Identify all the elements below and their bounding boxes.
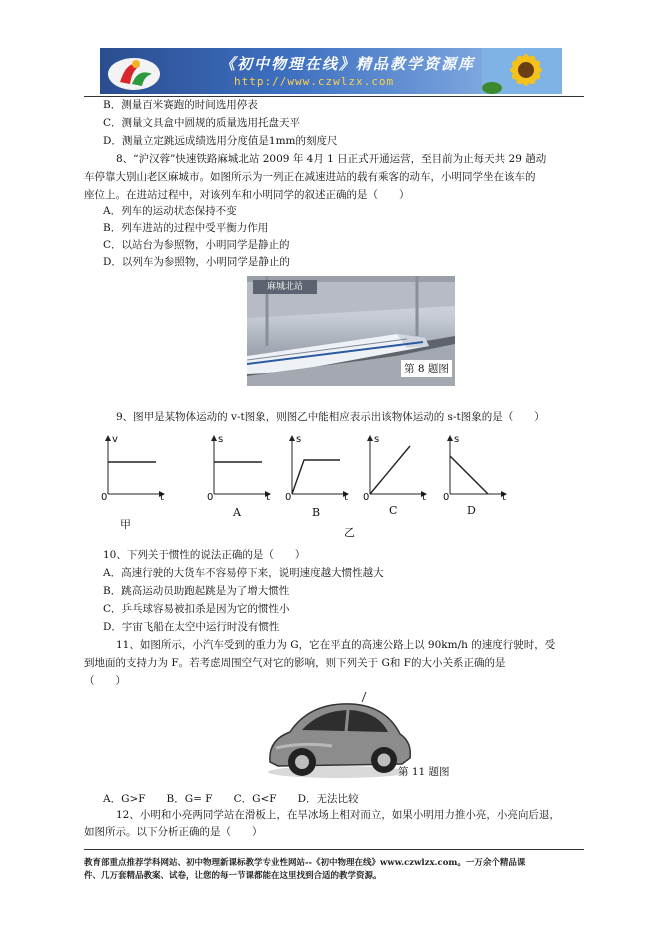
graph-b [292,438,346,494]
graph-c-y-label: s [374,434,380,445]
q8-option-d: D．以列车为参照物，小明同学是静止的 [103,256,290,268]
graph-b-label: B [312,506,321,519]
graph-d-origin: 0 [443,492,450,503]
graph-d-y-label: s [454,434,460,445]
graph-b-origin: 0 [285,492,292,503]
q11-options: A．G>F B．G= F C．G<F D．无法比较 [103,793,359,805]
footer-line2: 件、几万套精品教案、试卷，让您的每一节课都能在这里找到合适的教学资源。 [84,871,382,881]
graph-b-x-label: t [344,492,348,503]
q8-stem-line2: 车停靠大别山老区麻城市。如图所示为一列正在减速进站的载有乘客的动车，小明同学坐在该车的 [84,171,536,183]
q7-option-b: B．测量百米赛跑的时间选用停表 [103,99,258,111]
header-banner [100,48,562,94]
footer-rule [84,849,584,850]
graph-jia-y-label: v [112,434,118,445]
graph-group-label: 乙 [344,526,355,539]
graph-a-x-label: t [266,492,270,503]
q8-option-a: A．列车的运动状态保持不变 [103,205,237,217]
q10-stem: 10、下列关于惯性的说法正确的是（ ） [103,549,306,561]
q11-stem-line2: 到地面的支持力为 F。若考虑周围空气对它的影响，则下列关于 G和 F的大小关系正确的是 [84,657,506,669]
graph-b-y-label: s [296,434,302,445]
q11-stem-line1: 11、如图所示，小汽车受到的重力为 G，它在平直的高速公路上以 90km/h 的速度行驶时，受 [116,639,556,651]
q10-option-c: C．乒乓球容易被扣杀是因为它的惯性小 [103,603,290,615]
banner-url[interactable]: http://www.czwlzx.com [234,75,395,88]
q8-figure-caption: 第 8 题图 [401,360,452,377]
q8-option-c: C．以站台为参照物，小明同学是静止的 [103,239,290,251]
station-sign: 麻城北站 [253,280,317,294]
q8-stem-line3: 座位上。在进站过程中，对该列车和小明同学的叙述正确的是（ ） [84,189,410,201]
banner-title: 《初中物理在线》精品教学资源库 [220,55,476,73]
footer-line1: 教育部重点推荐学科网站、初中物理新课标教学专业性网站--《初中物理在线》www.czwlzx.com。一万余个精品课 [84,858,526,868]
graph-jia-x-label: t [160,492,164,503]
q11-stem-line3: （ ） [84,675,126,687]
q7-option-c: C．测量文具盒中圆规的质量选用托盘天平 [103,117,301,129]
graph-c-line [370,446,410,494]
graph-d-x-label: t [502,492,506,503]
graph-a-y-label: s [218,434,224,445]
graph-d-label: D [467,504,476,517]
q8-option-b: B．列车进站的过程中受平衡力作用 [103,222,269,234]
header-rule [84,96,584,97]
q11-figure-caption: 第 11 题图 [398,766,450,778]
q7-option-d: D．测量立定跳远成绩选用分度值是1mm的刻度尺 [103,135,338,147]
graph-c [370,438,424,494]
car-illustration [262,692,414,782]
q12-stem-line1: 12、小明和小亮两同学站在滑板上，在旱冰场上相对而立，如果小明用力推小亮，小亮向后退， [116,809,560,821]
motion-graphs [92,432,522,532]
q10-option-d: D．宇宙飞船在太空中运行时没有惯性 [103,621,280,633]
graph-a-origin: 0 [207,492,214,503]
q9-stem: 9、图甲是某物体运动的 v-t图象，则图乙中能相应表示出该物体运动的 s-t图象的是（ ） [116,411,545,423]
graph-jia [108,438,162,494]
graph-d [450,438,504,494]
q10-option-b: B．跳高运动员助跑起跳是为了增大惯性 [103,585,290,597]
graph-c-origin: 0 [363,492,370,503]
q10-option-a: A．高速行驶的大货车不容易停下来，说明速度越大惯性越大 [103,567,384,579]
graph-c-label: C [389,504,398,517]
graph-b-line [292,460,340,494]
q8-stem-line1: 8、“沪汉蓉”快速铁路麻城北站 2009 年 4月 1 日正式开通运营，至目前为止每天共 29 趟动 [116,153,547,165]
graph-jia-label: 甲 [120,518,131,531]
sunflower-icon [482,48,562,94]
site-logo-icon [106,52,164,92]
graph-a-label: A [233,506,241,519]
train-station-photo [247,276,455,386]
graph-jia-origin: 0 [101,492,108,503]
graph-c-x-label: t [422,492,426,503]
graph-a [214,438,268,494]
q12-stem-line2: 如图所示。以下分析正确的是（ ） [84,826,263,838]
graph-d-line [450,456,488,494]
